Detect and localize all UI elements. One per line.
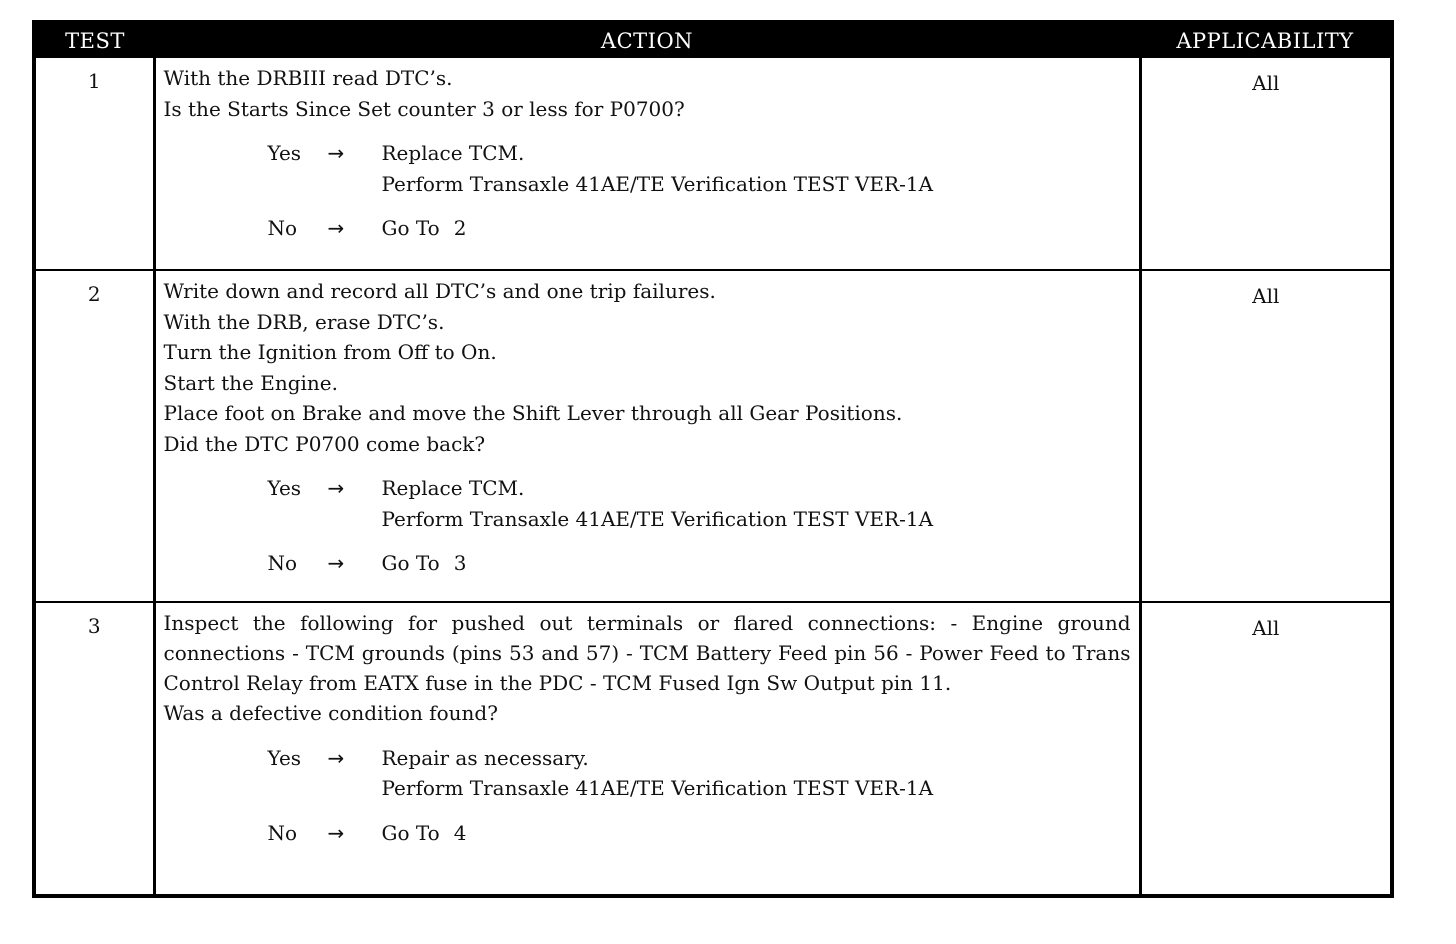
table-row xyxy=(36,602,1390,894)
action-line: Place foot on Brake and move the Shift Lever through all Gear Positions. xyxy=(163,401,903,425)
right-arrow-icon: → xyxy=(327,476,345,500)
yes-label: Yes xyxy=(267,476,302,500)
action-question: Was a defective condition found? xyxy=(163,701,498,725)
right-arrow-icon: → xyxy=(327,745,345,770)
header-action: ACTION xyxy=(154,24,1140,58)
yes-answer xyxy=(268,743,1131,804)
header-applicability: APPLICABILITY xyxy=(1140,24,1390,58)
yes-answer xyxy=(268,473,1131,534)
test-table xyxy=(36,24,1390,894)
no-label: No xyxy=(267,820,298,845)
yes-action-line: Repair as necessary. xyxy=(381,745,589,770)
action-cell xyxy=(154,58,1140,270)
action-cell xyxy=(154,602,1140,894)
table-header xyxy=(36,24,1390,58)
yes-action-line: Perform Transaxle 41AE/TE Verification TEST VER-1A xyxy=(381,506,934,531)
answer-options xyxy=(268,743,1131,849)
action-cell xyxy=(154,270,1140,602)
goto-test-number: 3 xyxy=(453,551,467,575)
right-arrow-icon: → xyxy=(327,141,345,165)
yes-label: Yes xyxy=(267,745,302,770)
test-number: 1 xyxy=(36,58,154,270)
answer-options xyxy=(268,138,1131,244)
action-question: Did the DTC P0700 come back? xyxy=(163,431,486,456)
no-answer xyxy=(268,213,1131,244)
goto-test-number: 2 xyxy=(453,216,467,240)
right-arrow-icon: → xyxy=(327,820,345,845)
goto-text: Go To xyxy=(381,551,440,575)
action-line: Turn the Ignition from Off to On. xyxy=(163,340,497,364)
applicability-value: All xyxy=(1140,270,1390,602)
action-line: Start the Engine. xyxy=(163,370,338,395)
table-row xyxy=(36,58,1390,270)
no-label: No xyxy=(267,551,298,575)
goto-test-number: 4 xyxy=(453,820,467,845)
goto-text: Go To xyxy=(381,820,440,845)
action-line: With the DRB, erase DTC’s. xyxy=(163,309,445,334)
action-line: Write down and record all DTC’s and one trip failures. xyxy=(163,279,716,303)
no-label: No xyxy=(267,216,298,240)
right-arrow-icon: → xyxy=(327,216,345,240)
action-line: Inspect the following for pushed out terminals or flared connections: - Engine ground connections - TCM grounds (pins 53 and 57) - TCM Battery Feed pin 56 - Power Feed to Trans Control Relay from EATX fuse in the PDC - TCM Fused Ign Sw Output pin 11. xyxy=(163,611,1131,695)
yes-action-line: Perform Transaxle 41AE/TE Verification TEST VER-1A xyxy=(381,776,934,800)
no-answer xyxy=(268,818,1131,849)
no-answer xyxy=(268,548,1131,579)
yes-answer xyxy=(268,138,1131,199)
goto-text: Go To xyxy=(381,216,440,240)
diagnostic-test-table xyxy=(32,20,1394,898)
header-test: TEST xyxy=(36,24,154,58)
yes-action-line: Perform Transaxle 41AE/TE Verification TEST VER-1A xyxy=(381,171,934,196)
action-question: Is the Starts Since Set counter 3 or less for P0700? xyxy=(163,96,685,121)
applicability-value: All xyxy=(1252,71,1280,95)
yes-action-line: Replace TCM. xyxy=(381,476,525,500)
test-number: 2 xyxy=(36,270,154,602)
applicability-value: All xyxy=(1140,602,1390,894)
action-line: With the DRBIII read DTC’s. xyxy=(163,66,453,90)
test-number: 3 xyxy=(36,602,154,894)
yes-action-line: Replace TCM. xyxy=(381,141,525,165)
right-arrow-icon: → xyxy=(327,551,345,575)
table-row xyxy=(36,270,1390,602)
answer-options xyxy=(268,473,1131,579)
yes-label: Yes xyxy=(267,141,302,165)
